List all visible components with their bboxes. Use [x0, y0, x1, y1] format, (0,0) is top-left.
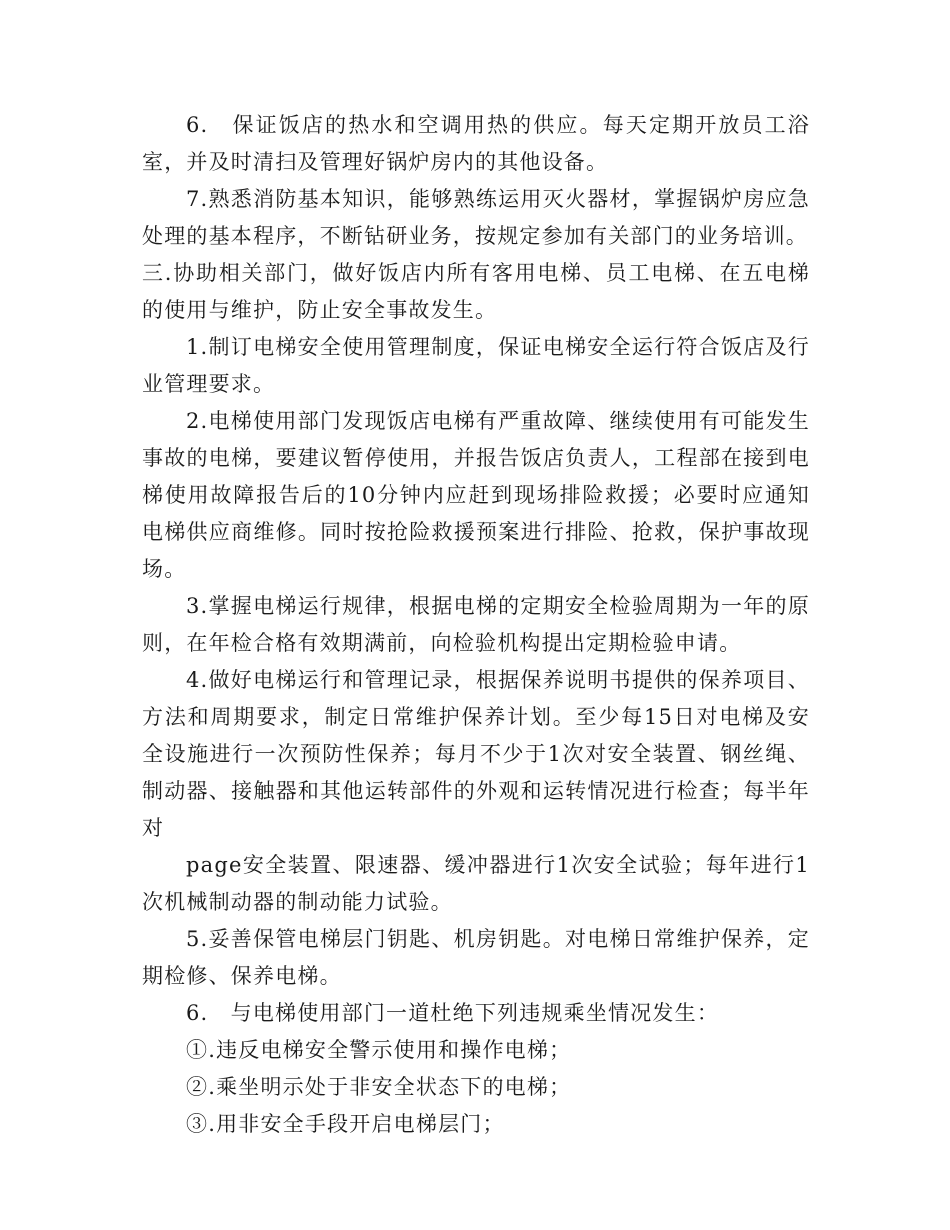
paragraph-item-1-elevator-rules: 1.制订电梯安全使用管理制度，保证电梯安全运行符合饭店及行业管理要求。 — [142, 335, 810, 396]
paragraph-item-4-continued: page安全装置、限速器、缓冲器进行1次安全试验；每年进行1次机械制动器的制动能力试验。 — [142, 853, 810, 914]
paragraph-item-2-elevator-fault: 2.电梯使用部门发现饭店电梯有严重故障、继续使用有可能发生事故的电梯，要建议暂停使用，并报告饭店负责人，工程部在接到电梯使用故障报告后的10分钟内应赶到现场排险救援；必要时应通知电梯供应商维修。同时按抢险救援预案进行排险、抢救，保护事故现场。 — [142, 409, 810, 581]
paragraph-item-6-violations: 6. 与电梯使用部门一道杜绝下列违规乘坐情况发生： — [186, 1001, 720, 1025]
list-item-violation-1: ①.违反电梯安全警示使用和操作电梯； — [186, 1038, 572, 1062]
document-body — [142, 107, 810, 1143]
paragraph-item-3-inspection: 3.掌握电梯运行规律，根据电梯的定期安全检验周期为一年的原则，在年检合格有效期满前，向检验机构提出定期检验申请。 — [142, 594, 810, 655]
list-item-violation-2: ②.乘坐明示处于非安全状态下的电梯； — [186, 1075, 572, 1099]
paragraph-item-6-hot-water: 6. 保证饭店的热水和空调用热的供应。每天定期开放员工浴室，并及时清扫及管理好锅炉房内的其他设备。 — [142, 113, 810, 174]
paragraph-item-7-fire-safety: 7.熟悉消防基本知识，能够熟练运用灭火器材，掌握锅炉房应急处理的基本程序，不断钻研业务，按规定参加有关部门的业务培训。 — [142, 187, 810, 248]
section-heading-elevators: 三.协助相关部门，做好饭店内所有客用电梯、员工电梯、在五电梯的使用与维护，防止安全事故发生。 — [142, 261, 810, 322]
paragraph-item-5-keys: 5.妥善保管电梯层门钥匙、机房钥匙。对电梯日常维护保养，定期检修、保养电梯。 — [142, 927, 810, 988]
list-item-violation-3: ③.用非安全手段开启电梯层门； — [186, 1112, 505, 1136]
paragraph-item-4-maintenance: 4.做好电梯运行和管理记录，根据保养说明书提供的保养项目、方法和周期要求，制定日常维护保养计划。至少每15日对电梯及安全设施进行一次预防性保养；每月不少于1次对安全装置、钢丝绳、制动器、接触器和其他运转部件的外观和运转情况进行检查；每半年对 — [142, 668, 810, 840]
